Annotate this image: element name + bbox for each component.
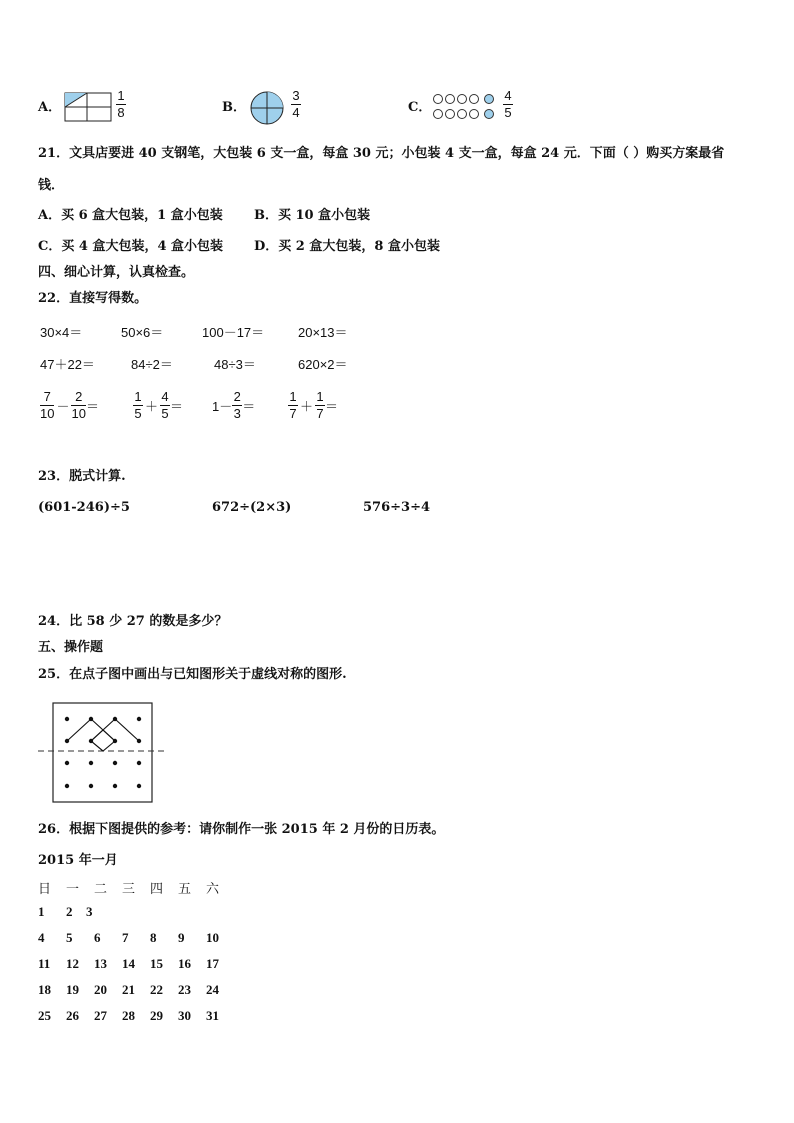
fraction-calc-1 xyxy=(40,390,99,421)
denominator: 7 xyxy=(316,406,324,421)
option-c-label: C． xyxy=(408,100,432,115)
calc-item: 50×6＝ xyxy=(121,325,164,340)
fraction-b-numerator: 3 xyxy=(292,88,300,103)
expression-1: (601-246)÷5 xyxy=(38,500,130,515)
denominator: 3 xyxy=(233,406,241,421)
circle-fraction-figure xyxy=(249,90,285,126)
expression-2: 672÷(2×3) xyxy=(212,500,292,515)
calendar-day: 1 xyxy=(38,904,45,919)
question-26: 26．根据下图提供的参考：请你制作一张 2015 年 2 月份的日历表。 xyxy=(38,822,445,837)
fraction-c xyxy=(503,89,513,120)
calendar-day: 3 xyxy=(86,904,93,919)
calendar-day: 31 xyxy=(206,1008,219,1023)
expression-3: 576÷3÷4 xyxy=(363,500,431,515)
calendar-weekday: 日 xyxy=(38,881,52,896)
question-21-option-c: C．买 4 盒大包装，4 盒小包装 xyxy=(38,239,224,254)
calendar-day: 29 xyxy=(150,1008,163,1023)
calc-item: 30×4＝ xyxy=(40,325,83,340)
calendar-day: 6 xyxy=(94,930,101,945)
denominator: 10 xyxy=(40,406,55,421)
calendar-day: 27 xyxy=(94,1008,107,1023)
operator: ＋ xyxy=(145,399,159,414)
calendar-day: 2 xyxy=(66,904,73,919)
option-a-label: A． xyxy=(38,100,62,115)
calendar-day: 5 xyxy=(66,930,73,945)
calendar-weekday: 一 xyxy=(66,881,80,896)
equals: ＝ xyxy=(325,399,339,414)
question-21-line2: 钱． xyxy=(38,178,65,193)
calendar-day: 15 xyxy=(150,956,163,971)
numerator: 2 xyxy=(75,389,83,404)
denominator: 5 xyxy=(134,406,142,421)
calendar-day: 24 xyxy=(206,982,219,997)
calendar-day: 22 xyxy=(150,982,163,997)
equals: ＝ xyxy=(170,399,184,414)
rectangle-fraction-figure xyxy=(64,92,112,122)
section-5-heading: 五、操作题 xyxy=(38,640,104,655)
denominator: 10 xyxy=(71,406,86,421)
calendar-day: 23 xyxy=(178,982,191,997)
calc-item: 20×13＝ xyxy=(298,325,348,340)
calendar-day: 28 xyxy=(122,1008,135,1023)
calendar-day: 26 xyxy=(66,1008,79,1023)
operator: － xyxy=(56,399,70,414)
calendar-weekday: 五 xyxy=(178,881,192,896)
question-22-title: 22．直接写得数。 xyxy=(38,291,148,306)
question-23-title: 23．脱式计算. xyxy=(38,469,126,484)
calendar-day: 9 xyxy=(178,930,185,945)
fraction-c-numerator: 4 xyxy=(504,88,512,103)
fraction-b-denominator: 4 xyxy=(292,105,300,120)
calendar-day: 30 xyxy=(178,1008,191,1023)
calc-item: 84÷2＝ xyxy=(131,357,173,372)
calendar-title: 2015 年一月 xyxy=(38,853,118,868)
calendar-day: 8 xyxy=(150,930,157,945)
numerator: 1 xyxy=(289,389,297,404)
calendar-day: 18 xyxy=(38,982,51,997)
denominator: 7 xyxy=(289,406,297,421)
calendar-day: 7 xyxy=(122,930,129,945)
operator: ＋ xyxy=(300,399,314,414)
calendar-day: 4 xyxy=(38,930,45,945)
calendar-day: 14 xyxy=(122,956,135,971)
calc-item: 47＋22＝ xyxy=(40,357,95,372)
question-21-option-a: A．买 6 盒大包装，1 盒小包装 xyxy=(38,208,223,223)
calc-item: 100－17＝ xyxy=(202,325,265,340)
calendar-weekday: 二 xyxy=(94,881,108,896)
calendar-day: 20 xyxy=(94,982,107,997)
question-21-option-d: D．买 2 盒大包装，8 盒小包装 xyxy=(254,239,440,254)
numerator: 2 xyxy=(233,389,241,404)
fraction-calc-2 xyxy=(133,390,183,421)
fraction-calc-4 xyxy=(288,390,338,421)
numerator: 7 xyxy=(43,389,51,404)
calc-item: 620×2＝ xyxy=(298,357,348,372)
question-24: 24．比 58 少 27 的数是多少？ xyxy=(38,614,228,629)
question-25: 25．在点子图中画出与已知图形关于虚线对称的图形. xyxy=(38,667,347,682)
fraction-c-denominator: 5 xyxy=(504,105,512,120)
calendar-day: 25 xyxy=(38,1008,51,1023)
dot-grid-figure xyxy=(36,700,170,806)
numerator: 1 xyxy=(134,389,142,404)
fraction-b xyxy=(291,89,301,120)
leading-term: 1－ xyxy=(212,399,233,414)
calendar-day: 10 xyxy=(206,930,219,945)
circles-fraction-figure xyxy=(432,93,498,121)
option-b-label: B． xyxy=(222,100,246,115)
calendar-day: 12 xyxy=(66,956,79,971)
calendar-day: 17 xyxy=(206,956,219,971)
equals: ＝ xyxy=(85,399,99,414)
fraction-a xyxy=(116,89,126,120)
numerator: 4 xyxy=(161,389,169,404)
fraction-a-denominator: 8 xyxy=(117,105,125,120)
calendar-day: 16 xyxy=(178,956,191,971)
calendar-day: 21 xyxy=(122,982,135,997)
question-21-option-b: B．买 10 盒小包装 xyxy=(254,208,371,223)
equals: ＝ xyxy=(242,399,256,414)
numerator: 1 xyxy=(316,389,324,404)
fraction-a-numerator: 1 xyxy=(117,88,125,103)
calendar-day: 11 xyxy=(38,956,51,971)
calendar-weekday: 四 xyxy=(150,881,164,896)
denominator: 5 xyxy=(161,406,169,421)
section-4-heading: 四、细心计算，认真检查。 xyxy=(38,265,195,280)
calendar-day: 13 xyxy=(94,956,107,971)
question-21-line1: 21．文具店要进 40 支钢笔，大包装 6 支一盒，每盒 30 元；小包装 4 支一盒，每盒 24 元．下面（ ）购买方案最省 xyxy=(38,146,725,161)
calendar-weekday: 三 xyxy=(122,881,136,896)
calendar-weekday: 六 xyxy=(206,881,220,896)
fraction-calc-3 xyxy=(212,390,255,421)
calc-item: 48÷3＝ xyxy=(214,357,256,372)
calendar-day: 19 xyxy=(66,982,79,997)
